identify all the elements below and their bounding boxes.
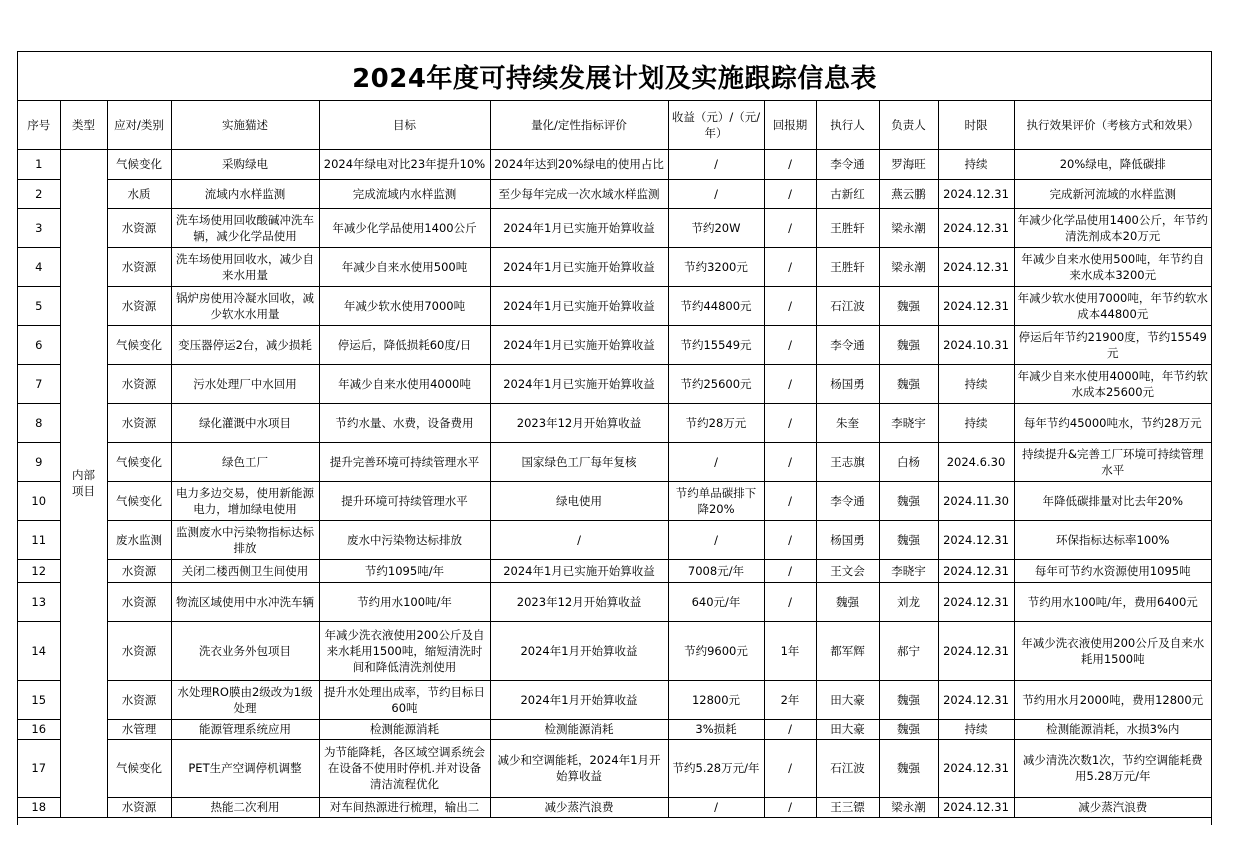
executor-cell: 朱奎 <box>816 403 879 442</box>
payback-cell: / <box>764 179 816 208</box>
metric-cell: 2024年1月已实施开始算收益 <box>490 559 668 582</box>
seq-cell: 10 <box>18 481 60 520</box>
seq-cell: 14 <box>18 621 60 680</box>
description-cell: 采购绿电 <box>171 149 319 179</box>
owner-cell: 李晓宇 <box>879 403 938 442</box>
goal-cell: 节约1095吨/年 <box>319 559 490 582</box>
table-row <box>18 559 1211 582</box>
evaluation-cell: 年减少自来水使用500吨，年节约自来水成本3200元 <box>1014 247 1211 286</box>
table-row <box>18 325 1211 364</box>
metric-cell: 减少蒸汽浪费 <box>490 797 668 817</box>
benefit-cell: 节约3200元 <box>668 247 764 286</box>
deadline-cell: 持续 <box>938 403 1014 442</box>
category-cell: 废水监测 <box>107 520 171 559</box>
table-row <box>18 680 1211 719</box>
description-cell: 流域内水样监测 <box>171 179 319 208</box>
evaluation-cell: 减少清洗次数1次，节约空调能耗费用5.28万元/年 <box>1014 739 1211 797</box>
payback-cell: / <box>764 364 816 403</box>
tracking-sheet <box>17 51 1212 825</box>
seq-cell: 9 <box>18 442 60 481</box>
deadline-cell: 2024.12.31 <box>938 247 1014 286</box>
header-cell: 回报期 <box>764 101 816 149</box>
evaluation-cell: 年减少软水使用7000吨，年节约软水成本44800元 <box>1014 286 1211 325</box>
seq-cell: 13 <box>18 582 60 621</box>
description-cell: 水处理RO膜由2级改为1级处理 <box>171 680 319 719</box>
benefit-cell: 640元/年 <box>668 582 764 621</box>
payback-cell: / <box>764 325 816 364</box>
seq-cell: 3 <box>18 208 60 247</box>
goal-cell: 停运后，降低损耗60度/日 <box>319 325 490 364</box>
executor-cell: 魏强 <box>816 582 879 621</box>
executor-cell: 王三镖 <box>816 797 879 817</box>
deadline-cell: 2024.12.31 <box>938 739 1014 797</box>
metric-cell: 2023年12月开始算收益 <box>490 403 668 442</box>
evaluation-cell: 停运后年节约21900度，节约15549元 <box>1014 325 1211 364</box>
goal-cell: 2024年绿电对比23年提升10% <box>319 149 490 179</box>
metric-cell: 2024年1月已实施开始算收益 <box>490 325 668 364</box>
evaluation-cell: 20%绿电，降低碳排 <box>1014 149 1211 179</box>
owner-cell: 梁永潮 <box>879 797 938 817</box>
benefit-cell: / <box>668 442 764 481</box>
goal-cell: 废水中污染物达标排放 <box>319 520 490 559</box>
deadline-cell: 2024.12.31 <box>938 179 1014 208</box>
evaluation-cell: 环保指标达标率100% <box>1014 520 1211 559</box>
table-row <box>18 719 1211 739</box>
goal-cell: 节约用水100吨/年 <box>319 582 490 621</box>
category-cell: 气候变化 <box>107 739 171 797</box>
category-cell: 水资源 <box>107 364 171 403</box>
goal-cell: 年减少自来水使用500吨 <box>319 247 490 286</box>
seq-cell: 16 <box>18 719 60 739</box>
header-cell: 收益（元）/（元/年） <box>668 101 764 149</box>
benefit-cell: / <box>668 520 764 559</box>
deadline-cell: 持续 <box>938 719 1014 739</box>
description-cell: 热能二次利用 <box>171 797 319 817</box>
payback-cell: 2年 <box>764 680 816 719</box>
executor-cell: 李令通 <box>816 325 879 364</box>
executor-cell: 古新红 <box>816 179 879 208</box>
benefit-cell: 节约25600元 <box>668 364 764 403</box>
executor-cell: 石江波 <box>816 286 879 325</box>
deadline-cell: 2024.11.30 <box>938 481 1014 520</box>
payback-cell: / <box>764 149 816 179</box>
goal-cell: 提升环境可持续管理水平 <box>319 481 490 520</box>
metric-cell: 2024年1月开始算收益 <box>490 680 668 719</box>
owner-cell: 魏强 <box>879 481 938 520</box>
deadline-cell: 2024.12.31 <box>938 797 1014 817</box>
description-cell: 锅炉房使用冷凝水回收，减少软水水用量 <box>171 286 319 325</box>
deadline-cell: 2024.12.31 <box>938 582 1014 621</box>
description-cell: 洗衣业务外包项目 <box>171 621 319 680</box>
payback-cell: / <box>764 739 816 797</box>
table-row <box>18 582 1211 621</box>
table-row <box>18 481 1211 520</box>
category-cell: 气候变化 <box>107 149 171 179</box>
deadline-cell: 2024.12.31 <box>938 286 1014 325</box>
description-cell: PET生产空调停机调整 <box>171 739 319 797</box>
deadline-cell: 2024.12.31 <box>938 680 1014 719</box>
evaluation-cell: 完成新河流域的水样监测 <box>1014 179 1211 208</box>
table-row <box>18 520 1211 559</box>
description-cell: 电力多边交易，使用新能源电力，增加绿电使用 <box>171 481 319 520</box>
table-row <box>18 208 1211 247</box>
category-cell: 水资源 <box>107 621 171 680</box>
owner-cell: 魏强 <box>879 364 938 403</box>
goal-cell: 检测能源消耗 <box>319 719 490 739</box>
benefit-cell: 节约单品碳排下降20% <box>668 481 764 520</box>
header-cell: 序号 <box>18 101 60 149</box>
category-cell: 气候变化 <box>107 442 171 481</box>
executor-cell: 王志旗 <box>816 442 879 481</box>
metric-cell: 减少和空调能耗，2024年1月开始算收益 <box>490 739 668 797</box>
category-cell: 气候变化 <box>107 481 171 520</box>
metric-cell: 2023年12月开始算收益 <box>490 582 668 621</box>
payback-cell: / <box>764 247 816 286</box>
deadline-cell: 持续 <box>938 364 1014 403</box>
category-cell: 水管理 <box>107 719 171 739</box>
executor-cell: 田大豪 <box>816 719 879 739</box>
table-row <box>18 247 1211 286</box>
metric-cell: 绿电使用 <box>490 481 668 520</box>
goal-cell: 对车间热源进行梳理，输出二 <box>319 797 490 817</box>
header-cell: 执行人 <box>816 101 879 149</box>
evaluation-cell: 每年可节约水资源使用1095吨 <box>1014 559 1211 582</box>
evaluation-cell: 年减少洗衣液使用200公斤及自来水耗用1500吨 <box>1014 621 1211 680</box>
category-cell: 水资源 <box>107 247 171 286</box>
owner-cell: 郝宁 <box>879 621 938 680</box>
metric-cell: 检测能源消耗 <box>490 719 668 739</box>
category-cell: 水资源 <box>107 680 171 719</box>
benefit-cell: 7008元/年 <box>668 559 764 582</box>
evaluation-cell: 节约用水100吨/年，费用6400元 <box>1014 582 1211 621</box>
owner-cell: 罗海旺 <box>879 149 938 179</box>
owner-cell: 魏强 <box>879 739 938 797</box>
seq-cell: 17 <box>18 739 60 797</box>
description-cell: 洗车场使用回收酸碱冲洗车辆，减少化学品使用 <box>171 208 319 247</box>
payback-cell: / <box>764 442 816 481</box>
description-cell: 监测废水中污染物指标达标排放 <box>171 520 319 559</box>
owner-cell: 魏强 <box>879 719 938 739</box>
payback-cell: 1年 <box>764 621 816 680</box>
goal-cell: 节约水量、水费，设备费用 <box>319 403 490 442</box>
evaluation-cell: 年减少自来水使用4000吨，年节约软水成本25600元 <box>1014 364 1211 403</box>
header-cell: 目标 <box>319 101 490 149</box>
seq-cell: 2 <box>18 179 60 208</box>
description-cell: 绿化灌溉中水项目 <box>171 403 319 442</box>
goal-cell: 为节能降耗，各区域空调系统会在设备不使用时停机.并对设备清洁流程优化 <box>319 739 490 797</box>
payback-cell: / <box>764 582 816 621</box>
owner-cell: 白杨 <box>879 442 938 481</box>
sheet-title: 2024年度可持续发展计划及实施跟踪信息表 <box>18 52 1211 101</box>
seq-cell: 6 <box>18 325 60 364</box>
evaluation-cell: 年降低碳排量对比去年20% <box>1014 481 1211 520</box>
payback-cell: / <box>764 559 816 582</box>
table-row <box>18 364 1211 403</box>
seq-cell: 11 <box>18 520 60 559</box>
metric-cell: 2024年1月已实施开始算收益 <box>490 247 668 286</box>
executor-cell: 杨国勇 <box>816 364 879 403</box>
metric-cell: 2024年1月已实施开始算收益 <box>490 286 668 325</box>
description-cell: 变压器停运2台，减少损耗 <box>171 325 319 364</box>
description-cell: 能源管理系统应用 <box>171 719 319 739</box>
owner-cell: 刘龙 <box>879 582 938 621</box>
deadline-cell: 2024.12.31 <box>938 621 1014 680</box>
owner-cell: 魏强 <box>879 520 938 559</box>
evaluation-cell: 持续提升&完善工厂环境可持续管理水平 <box>1014 442 1211 481</box>
executor-cell: 杨国勇 <box>816 520 879 559</box>
payback-cell: / <box>764 797 816 817</box>
metric-cell: 2024年1月已实施开始算收益 <box>490 208 668 247</box>
owner-cell: 魏强 <box>879 286 938 325</box>
benefit-cell: / <box>668 179 764 208</box>
benefit-cell: 节约44800元 <box>668 286 764 325</box>
owner-cell: 燕云鹏 <box>879 179 938 208</box>
evaluation-cell: 检测能源消耗，水损3%内 <box>1014 719 1211 739</box>
seq-cell: 7 <box>18 364 60 403</box>
table-row <box>18 149 1211 179</box>
executor-cell: 李令通 <box>816 149 879 179</box>
owner-cell: 梁永潮 <box>879 247 938 286</box>
table-row <box>18 621 1211 680</box>
description-cell: 绿色工厂 <box>171 442 319 481</box>
table-row <box>18 442 1211 481</box>
executor-cell: 王文会 <box>816 559 879 582</box>
deadline-cell: 持续 <box>938 149 1014 179</box>
goal-cell: 年减少自来水使用4000吨 <box>319 364 490 403</box>
deadline-cell: 2024.6.30 <box>938 442 1014 481</box>
benefit-cell: 12800元 <box>668 680 764 719</box>
payback-cell: / <box>764 520 816 559</box>
category-cell: 水资源 <box>107 286 171 325</box>
executor-cell: 李令通 <box>816 481 879 520</box>
metric-cell: 2024年1月开始算收益 <box>490 621 668 680</box>
goal-cell: 提升完善环境可持续管理水平 <box>319 442 490 481</box>
header-cell: 实施猫述 <box>171 101 319 149</box>
executor-cell: 石江波 <box>816 739 879 797</box>
executor-cell: 王胜轩 <box>816 247 879 286</box>
executor-cell: 田大豪 <box>816 680 879 719</box>
seq-cell: 1 <box>18 149 60 179</box>
table-row <box>18 286 1211 325</box>
goal-cell: 年减少化学品使用1400公斤 <box>319 208 490 247</box>
header-cell: 应对/类别 <box>107 101 171 149</box>
seq-cell: 15 <box>18 680 60 719</box>
type-cell: 内部项目 <box>60 149 107 817</box>
metric-cell: 2024年达到20%绿电的使用占比 <box>490 149 668 179</box>
benefit-cell: / <box>668 149 764 179</box>
benefit-cell: 节约5.28万元/年 <box>668 739 764 797</box>
category-cell: 水资源 <box>107 559 171 582</box>
goal-cell: 年减少洗衣液使用200公斤及自来水耗用1500吨，缩短清洗时间和降低清洗剂使用 <box>319 621 490 680</box>
description-cell: 物流区域使用中水冲洗车辆 <box>171 582 319 621</box>
goal-cell: 提升水处理出成率，节约目标日60吨 <box>319 680 490 719</box>
seq-cell: 4 <box>18 247 60 286</box>
category-cell: 气候变化 <box>107 325 171 364</box>
evaluation-cell: 节约用水月2000吨，费用12800元 <box>1014 680 1211 719</box>
deadline-cell: 2024.12.31 <box>938 520 1014 559</box>
table-row <box>18 797 1211 817</box>
header-row <box>18 101 1211 149</box>
description-cell: 污水处理厂中水回用 <box>171 364 319 403</box>
benefit-cell: 节约15549元 <box>668 325 764 364</box>
metric-cell: 国家绿色工厂每年复核 <box>490 442 668 481</box>
table-row <box>18 739 1211 797</box>
evaluation-cell: 年减少化学品使用1400公斤，年节约清洗剂成本20万元 <box>1014 208 1211 247</box>
goal-cell: 完成流域内水样监测 <box>319 179 490 208</box>
executor-cell: 都军辉 <box>816 621 879 680</box>
category-cell: 水质 <box>107 179 171 208</box>
header-cell: 负责人 <box>879 101 938 149</box>
payback-cell: / <box>764 403 816 442</box>
deadline-cell: 2024.10.31 <box>938 325 1014 364</box>
description-cell: 关闭二楼西侧卫生间使用 <box>171 559 319 582</box>
seq-cell: 12 <box>18 559 60 582</box>
seq-cell: 18 <box>18 797 60 817</box>
deadline-cell: 2024.12.31 <box>938 559 1014 582</box>
category-cell: 水资源 <box>107 403 171 442</box>
benefit-cell: / <box>668 797 764 817</box>
payback-cell: / <box>764 208 816 247</box>
payback-cell: / <box>764 719 816 739</box>
evaluation-cell: 减少蒸汽浪费 <box>1014 797 1211 817</box>
benefit-cell: 节约9600元 <box>668 621 764 680</box>
table-row <box>18 179 1211 208</box>
metric-cell: / <box>490 520 668 559</box>
header-cell: 时限 <box>938 101 1014 149</box>
owner-cell: 李晓宇 <box>879 559 938 582</box>
executor-cell: 王胜轩 <box>816 208 879 247</box>
table-row <box>18 403 1211 442</box>
seq-cell: 8 <box>18 403 60 442</box>
description-cell: 洗车场使用回收水，减少自来水用量 <box>171 247 319 286</box>
category-cell: 水资源 <box>107 208 171 247</box>
benefit-cell: 节约20W <box>668 208 764 247</box>
metric-cell: 至少每年完成一次水域水样监测 <box>490 179 668 208</box>
header-cell: 执行效果评价（考核方式和效果） <box>1014 101 1211 149</box>
deadline-cell: 2024.12.31 <box>938 208 1014 247</box>
benefit-cell: 节约28万元 <box>668 403 764 442</box>
evaluation-cell: 每年节约45000吨水，节约28万元 <box>1014 403 1211 442</box>
payback-cell: / <box>764 286 816 325</box>
owner-cell: 魏强 <box>879 680 938 719</box>
goal-cell: 年减少软水使用7000吨 <box>319 286 490 325</box>
metric-cell: 2024年1月已实施开始算收益 <box>490 364 668 403</box>
payback-cell: / <box>764 481 816 520</box>
owner-cell: 魏强 <box>879 325 938 364</box>
category-cell: 水资源 <box>107 582 171 621</box>
header-cell: 类型 <box>60 101 107 149</box>
tracking-table <box>18 101 1211 818</box>
seq-cell: 5 <box>18 286 60 325</box>
header-cell: 量化/定性指标评价 <box>490 101 668 149</box>
owner-cell: 梁永潮 <box>879 208 938 247</box>
benefit-cell: 3%损耗 <box>668 719 764 739</box>
category-cell: 水资源 <box>107 797 171 817</box>
